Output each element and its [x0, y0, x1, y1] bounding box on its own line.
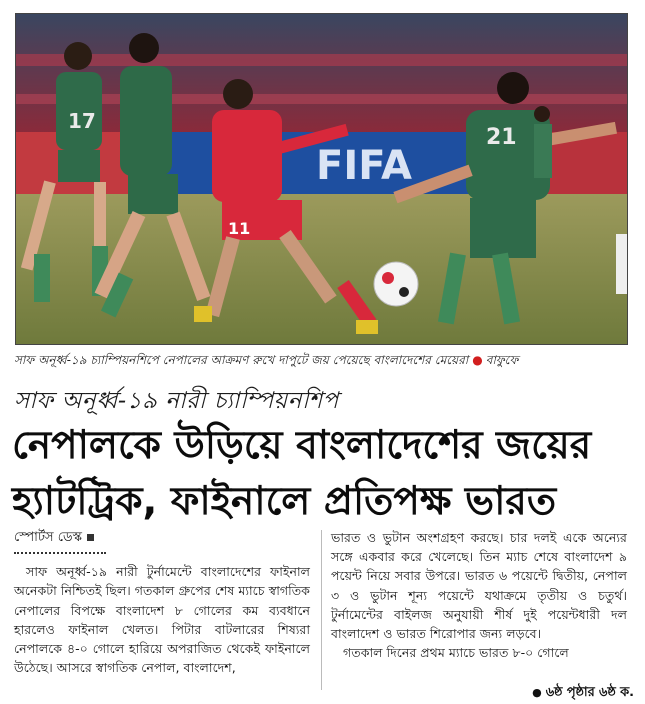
- column-left: [14, 528, 310, 677]
- svg-text:21: 21: [486, 125, 517, 150]
- kicker-subheading: সাফ অনূর্ধ্ব-১৯ নারী চ্যাম্পিয়নশিপ: [14, 388, 339, 414]
- continuation-bullet-icon: ●: [532, 686, 542, 699]
- caption-credit: বাফুফে: [485, 353, 519, 367]
- caption-dot-icon: ●: [472, 353, 483, 367]
- headline-line-2: হ্যাটট্রিক, ফাইনালে প্রতিপক্ষ ভারত: [12, 479, 557, 524]
- dotted-divider: [14, 552, 106, 554]
- column-right: [331, 528, 627, 662]
- football-match-illustration: [16, 14, 627, 344]
- byline-text: স্পোর্টস ডেস্ক: [14, 530, 82, 545]
- football: [374, 262, 418, 306]
- banner-text: FIFA: [316, 143, 412, 189]
- caption-text: সাফ অনূর্ধ্ব-১৯ চ্যাম্পিয়নশিপে নেপালের আক্রমণ রুখে দাপুটে জয় পেয়েছে বাংলাদেশের মেয়েরা: [14, 353, 469, 367]
- right-paragraph-2: গতকাল দিনের প্রথম ম্যাচে ভারত ৮-০ গোলে: [343, 645, 569, 661]
- column-divider: [321, 530, 322, 690]
- byline: [14, 528, 310, 547]
- square-bullet-icon: [87, 534, 94, 541]
- left-paragraph: সাফ অনূর্ধ্ব-১৯ নারী টুর্নামেন্টে বাংলাদেশের ফাইনাল অনেকটা নিশ্চিতই ছিল। গতকাল গ্রুপের শেষ ম্যাচে স্বাগতিক নেপালের বিপক্ষে বাংলাদেশ ৮ গোলের কম ব্যবধানে হারলেও ফাইনাল খেলত। পিটার বাটলারের শিষ্যরা নেপালকে ৪-০ গোলে হারিয়ে অপরাজিত থেকেই ফাইনালে উঠেছে। আসরে স্বাগতিক নেপাল, বাংলাদেশ,: [14, 564, 310, 676]
- svg-text:17: 17: [68, 109, 96, 133]
- match-photo: [15, 13, 628, 345]
- headline-line-1: নেপালকে উড়িয়ে বাংলাদেশের জয়ের: [12, 423, 592, 468]
- article-body: [14, 528, 634, 698]
- continuation-text: ৬ষ্ঠ পৃষ্ঠার ৬ষ্ঠ ক.: [545, 685, 634, 700]
- svg-text:11: 11: [228, 219, 251, 238]
- headline: [12, 418, 632, 530]
- photo-caption: [14, 352, 632, 372]
- right-paragraph: ভারত ও ভুটান অংশগ্রহণ করছে। চার দলই একে অন্যের সঙ্গে একবার করে খেলেছে। তিন ম্যাচ শেষে বাংলাদেশ ৯ পয়েন্ট নিয়ে সবার উপরে। ভারত ৬ পয়েন্টে দ্বিতীয়, নেপাল ৩ ও ভুটান শূন্য পয়েন্টে যথাক্রমে তৃতীয় ও চতুর্থ। টুর্নামেন্টের বাইলজ অনুযায়ী শীর্ষ দুই পয়েন্টধারী দল বাংলাদেশ ও ভারত শিরোপার জন্য লড়বে।: [331, 530, 627, 642]
